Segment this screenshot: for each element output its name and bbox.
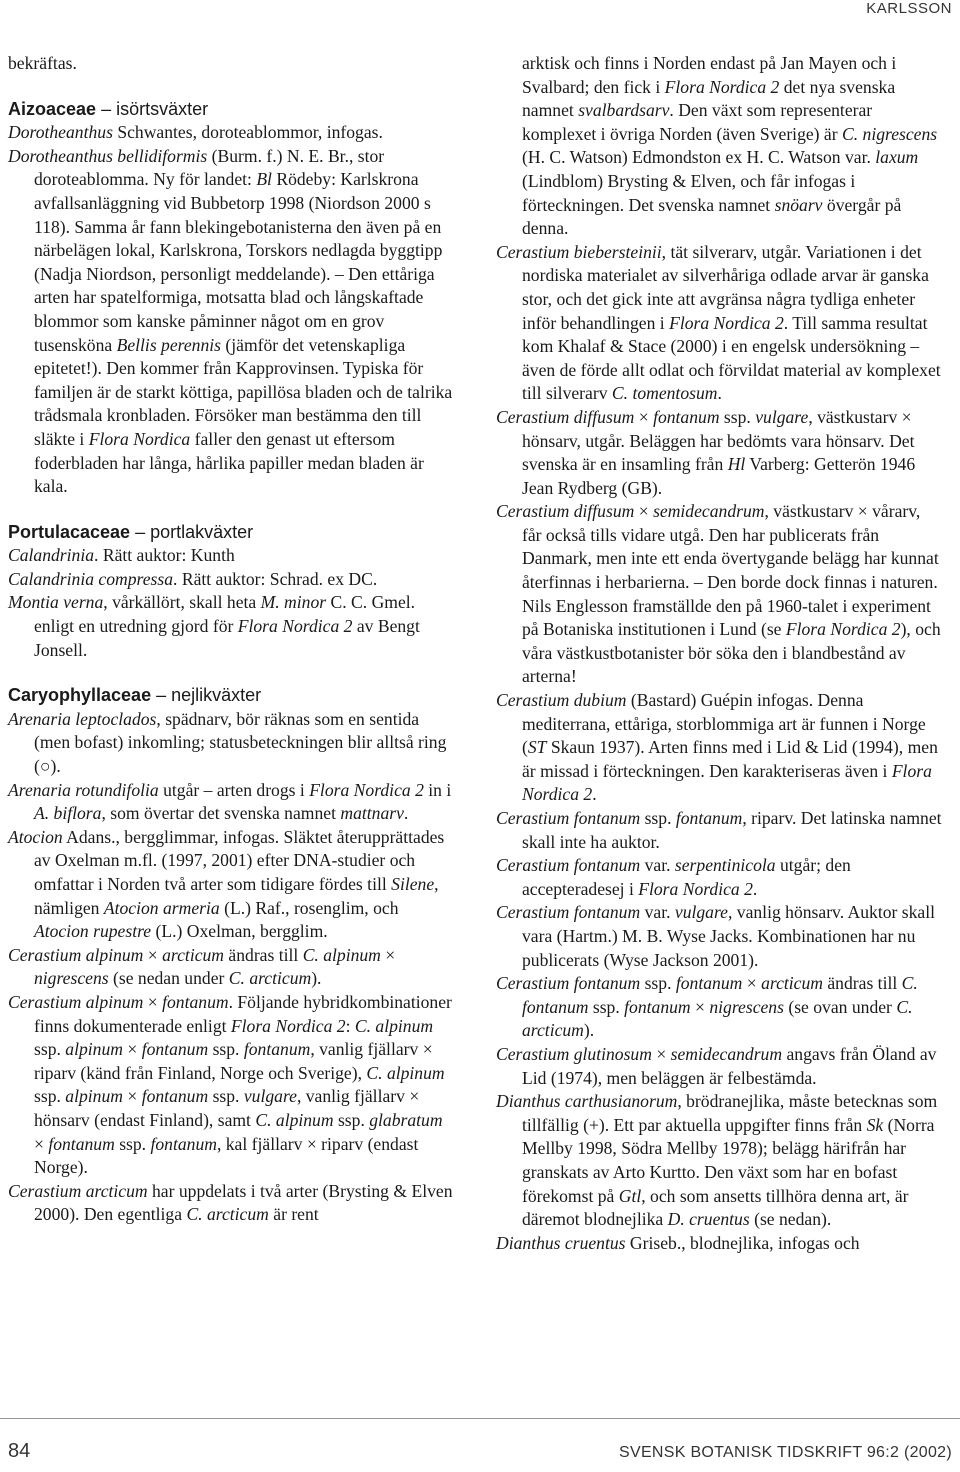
text-run: (jämför det vetenskapliga epitetet!). Den kommer från Kapprovinsen. Typiska för familjen är de starkt köttiga, papillösa bladen och de talrika trådsmala kronbladen. Försöker man bestämma den till släkte i [34,334,453,449]
text-run: (se nedan). [749,1209,832,1230]
text-run: × [34,1133,49,1154]
italic-run: glabratum [369,1109,443,1130]
text-run: ssp. [208,1086,244,1107]
text-run: , västkustarv × vårarv, får också tills vidare utgå. Den har publicerats från Danmark, men inte ett enda övertygande belägg har kunnat återfinnas i herbarierna. – Den borde dock finnas i naturen. Nils Englesson framställde den på 1960-talet i experiment på Botaniska institutionen i Lund (se [522,501,939,640]
italic-run: alpinum [65,1086,123,1107]
text-run: utgår – arten drogs i [158,779,310,800]
text-run: ssp. [34,1086,66,1107]
italic-run: Dianthus cruentus [496,1232,626,1253]
italic-run: Arenaria leptoclados [8,708,157,729]
entry [496,901,944,972]
italic-run: C. arcticum [186,1204,269,1225]
italic-run: snöarv [774,194,823,215]
text-run: var. [640,902,675,923]
text-run: ssp. [640,973,676,994]
text-run: ssp. [640,808,676,828]
italic-run: fontanum [150,1133,217,1154]
text-run: : [345,1015,355,1036]
text-run: var. [640,855,675,876]
text-run: , vanlig fjällarv × hönsarv (endast Finland), samt [34,1086,420,1130]
italic-run: Flora Nordica [88,428,191,449]
text-run: ändras till [822,973,902,994]
italic-run: semidecandrum [653,501,765,522]
italic-run: nigrescens [34,968,109,989]
text-run: (Bastard) Guépin infogas. Denna mediterrana, ettåriga, storblommiga art är funnen i Norge ( [522,690,926,758]
italic-run: Dorotheanthus bellidiformis [8,145,208,166]
text-run: ssp. [719,406,756,427]
entry [496,972,944,1043]
italic-run: fontanum [675,808,743,828]
italic-run: M. minor [260,592,327,613]
family-heading-caryophyllaceae: Caryophyllaceae – nejlikväxter [8,685,262,706]
italic-run: Cerastium diffusum [496,501,635,522]
text-run: utgår; den accepteradesej i [522,855,851,899]
italic-run: Cerastium fontanum [496,855,641,876]
text-run: , vårkällört, skall heta [103,592,261,613]
italic-run: Dianthus carthusianorum [496,1091,678,1112]
text-run: ssp. [34,1039,66,1060]
text-run: ssp. [333,1109,370,1130]
italic-run: semidecandrum [670,1043,783,1064]
italic-run: Flora Nordica 2 [664,76,780,97]
text-run: × [122,1086,142,1107]
italic-run: alpinum [65,1039,123,1060]
entry-continued [496,52,944,241]
entry [8,826,456,944]
italic-run: Atocion rupestre [34,921,152,942]
italic-run: fontanum [141,1086,209,1107]
entry [8,121,456,145]
italic-run: fontanum [141,1039,209,1060]
running-head: KARLSSON [866,0,952,17]
italic-run: Cerastium fontanum [496,808,641,828]
italic-run: fontanum [48,1133,115,1154]
entry [496,1043,944,1090]
italic-run: fontanum [243,1039,311,1060]
text-run: Rödeby: Karlskrona avfallsanläggning vid Bubbetorp 1998 (Niordson 2000 s 118). Samma år fann blekingebotanisterna den även på en närbelägen lokal, Karlskrona, Torskors nedlagda byggtipp (Nadja Niordson, personligt meddelande). – Den ettåriga arten har spatelformiga, motsatta blad och långskaftade blommor som kanske påminner något om en grov tusensköna [34,169,443,355]
text-run: × [143,991,163,1012]
entry [496,854,944,901]
italic-run: laxum [875,147,919,168]
italic-run: Atocion [8,826,63,847]
italic-run: Silene [391,874,435,894]
text-run: , tät silverarv, utgår. Variationen i det nordiska materialet av silverhåriga odlade arvar är ganska stor, och det gick inte att avgränsa några tydliga enheter inför behandlingen i [522,241,929,333]
text-run: ssp. [588,996,625,1017]
italic-run: Cerastium diffusum [496,406,635,427]
italic-run: Atocion armeria [103,897,220,918]
text-run: × [380,944,396,965]
text-run: , och som ansetts tillhöra denna art, är däremot blodnejlika [522,1185,909,1230]
text-run: . Rätt auktor: Kunth [94,545,235,566]
text-run: det nya svenska namnet [522,76,896,121]
text-run: × [634,501,654,522]
entry [496,689,944,807]
italic-run: Montia verna [8,592,104,613]
italic-run: Cerastium fontanum [496,973,641,994]
italic-run: Calandrinia compressa [8,568,174,589]
family-heading-aizoaceae: Aizoaceae – isörtsväxter [8,98,209,119]
text-run: (se ovan under [783,996,897,1017]
left-column [8,52,456,1227]
italic-run: Cerastium biebersteinii [496,241,662,262]
italic-run: Flora Nordica 2 [230,1015,346,1036]
text-run: ssp. [208,1039,244,1060]
text-run: ). [311,968,322,989]
italic-run: Flora Nordica 2 [522,760,932,805]
text-run: , kal fjällarv × riparv (endast Norge). [34,1133,419,1178]
text-run: ändras till [224,944,303,965]
italic-run: Bellis perennis [116,334,221,355]
italic-run: fontanum [624,996,691,1017]
italic-run: ST [527,737,547,758]
italic-run: arcticum [761,973,823,994]
italic-run: Bl [256,169,272,190]
italic-run: A. biflora [34,803,102,824]
italic-run: Cerastium arcticum [8,1180,148,1201]
italic-run: Calandrinia [8,545,95,566]
text-run: ssp. [114,1133,151,1154]
text-run: (H. C. Watson) Edmondston ex H. C. Watson var. [522,147,876,168]
text-run: (Lindblom) Brysting & Elven, och får infogas i förteckningen. Det svenska namnet [522,170,856,215]
italic-run: mattnarv [340,803,404,824]
entry [496,406,944,500]
italic-run: serpentinicola [674,855,776,876]
entry [496,807,944,854]
italic-run: vulgare [674,902,728,923]
italic-run: Flora Nordica 2 [669,312,784,333]
italic-run: C. nigrescens [842,123,938,144]
journal-footer: SVENSK BOTANISK TIDSKRIFT 96:2 (2002) [619,1444,952,1461]
text-run: , spädnarv, bör räknas som en sentida (men bofast) inkomling; statusbeteckningen blir alltså ring (○). [34,708,447,777]
text-run: övergår på denna. [522,194,902,239]
italic-run: C. tomentosum [611,383,718,404]
italic-run: D. cruentus [667,1209,750,1230]
text-run: har uppdelats i två arter (Brysting & Elven 2000). Den egentliga [34,1180,453,1225]
entry [8,1180,456,1227]
text-run: av Bengt Jonsell. [34,616,420,660]
text-run: . [592,784,597,805]
text-run: Skaun 1937). Arten finns med i Lid & Lid (1994), men är missad i förteckningen. Den karakteriseras även i [522,737,938,781]
text-run: ). [583,1020,595,1041]
text-run: × [143,944,163,965]
entry [8,708,456,779]
entry [496,1090,944,1232]
entry [8,145,456,499]
italic-run: fontanum [653,406,720,427]
italic-run: Cerastium fontanum [496,902,641,923]
page-number: 84 [8,1440,31,1462]
entry [8,779,456,826]
text-run: . Till samma resultat kom Khalaf & Stace (2000) i en engelsk undersökning – även de förde allt odlat och förvildat material av komplexet till silverarv [522,312,941,404]
italic-run: Flora Nordica 2 [309,779,424,800]
text-run: , som övertar det svenska namnet [101,803,341,824]
italic-run: Cerastium alpinum [8,944,144,965]
italic-run: C. alpinum [302,944,381,965]
text-run: . Följande hybridkombinationer finns dokumenterade enligt [34,991,452,1036]
text-run: , vanlig hönsarv. Auktor skall vara (Hartm.) M. B. Wyse Jacks. Kombinationen har nu publicerats (Wyse Jackson 2001). [522,902,936,970]
italic-run: vulgare [243,1086,297,1107]
italic-run: nigrescens [709,996,784,1017]
italic-run: Flora Nordica 2 [237,616,353,637]
italic-run: C. arcticum [522,996,913,1041]
text-run: (Burm. f.) N. E. Br., stor doroteablomma. Ny för landet: [34,145,385,190]
text-run: × [742,973,762,994]
text-run: Schwantes, doroteablommor, infogas. [112,122,383,143]
italic-run: C. alpinum [354,1015,434,1036]
text-run: Varberg: Getterön 1946 Jean Rydberg (GB). [522,454,916,498]
text-run: är rent [268,1204,319,1225]
italic-run: Gtl [618,1185,642,1206]
text-run: Adans., bergglimmar, infogas. Släktet återupprättades av Oxelman m.fl. (1997, 2001) efter DNA-studier och omfattar i Norden två arter som tidigare fördes till [34,826,445,894]
text-run: . Den växt som representerar komplexet i övriga Norden (även Sverige) är [522,100,873,144]
italic-run: vulgare [755,406,809,427]
italic-run: fontanum [675,973,743,994]
text-run: , brödranejlika, måste betecknas som tillfällig (+). Ett par aktuella uppgifter finns från [522,1091,938,1135]
text-run: . [752,878,758,899]
text-run: . [717,383,722,404]
entry [8,544,456,568]
text-run: × [634,406,654,427]
italic-run: C. fontanum [522,973,918,1017]
text-run: angavs från Öland av Lid (1974), men beläggen är felbestämda. [522,1043,937,1088]
text-run: × [122,1039,142,1060]
italic-run: arcticum [162,944,225,965]
entry [496,500,944,689]
entry [496,241,944,406]
italic-run: svalbardsarv [578,100,670,121]
italic-run: Hl [727,454,746,475]
text-run: . Rätt auktor: Schrad. ex DC. [173,568,378,589]
italic-run: C. alpinum [366,1062,445,1083]
italic-run: Cerastium glutinosum [496,1043,652,1064]
italic-run: Cerastium dubium [496,690,627,711]
text-run: , riparv. Det latinska namnet skall inte ha auktor. [522,808,942,852]
entry [8,991,456,1180]
text-run: (se nedan under [108,968,229,989]
entry [496,1232,944,1256]
text-run: (Norra Mellby 1998, Södra Mellby 1978); belägg härifrån har granskats av Arto Kurtto. Den växt som har en bofast förekomst på [522,1114,935,1206]
footer-rule [0,1418,960,1419]
text-run: , nämligen [34,874,439,918]
italic-run: Arenaria rotundifolia [8,779,159,800]
right-column [496,52,944,1255]
italic-run: fontanum [162,991,229,1012]
family-heading-portulacaceae: Portulacaceae – portlakväxter [8,521,254,542]
italic-run: Dorotheanthus [8,122,113,143]
text-run: × [651,1043,671,1064]
text-run: arktisk och finns i Norden endast på Jan Mayen och i Svalbard; den fick i [522,53,897,97]
text-run: (L.) Raf., rosenglim, och [219,897,399,918]
entry [8,944,456,991]
italic-run: Sk [866,1114,884,1135]
italic-run: C. arcticum [228,968,312,989]
text-run: (L.) Oxelman, bergglim. [151,921,328,942]
text-run: in i [423,779,452,800]
text-run: , vanlig fjällarv × riparv (känd från Finland, Norge och Sverige), [34,1039,433,1083]
text-run: C. C. Gmel. enligt en utredning gjord för [34,592,416,637]
text-run: . [403,803,409,824]
text-run: × [690,996,710,1017]
italic-run: Flora Nordica 2 [785,619,901,640]
text-run: , västkustarv × hönsarv, utgår. Beläggen har bedömts vara hönsarv. Det svenska är en insamling från [522,406,915,475]
text-run: ), och våra västkustbotanister bör söka den i blandbestånd av arterna! [522,619,941,687]
entry [8,591,456,662]
italic-run: Cerastium alpinum [8,991,144,1012]
italic-run: C. alpinum [255,1109,334,1130]
continued-text: bekräftas. [8,53,77,73]
text-run: Griseb., blodnejlika, infogas och [625,1232,860,1253]
text-run: faller den genast ut eftersom foderbladen har långa, hårlika papiller medan bladen är kala. [34,428,424,497]
entry [8,568,456,592]
italic-run: Flora Nordica 2 [638,878,753,899]
